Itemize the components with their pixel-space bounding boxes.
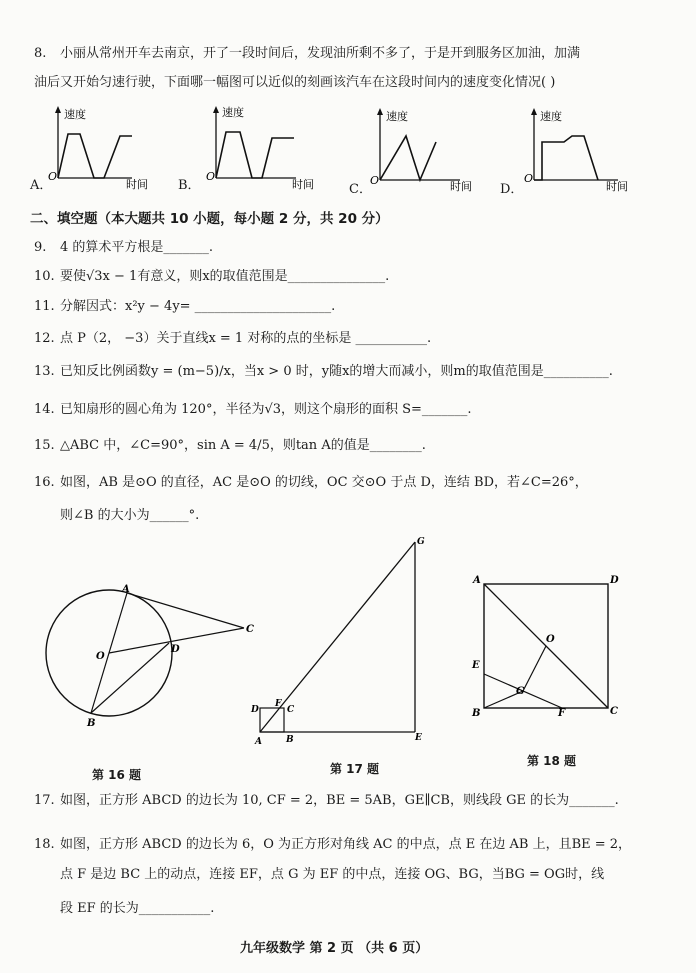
option-a-origin: O	[48, 170, 58, 183]
fig18-label-c: C	[610, 706, 618, 717]
question-row	[60, 507, 199, 525]
option-a-ylabel: 速度	[64, 108, 86, 121]
fig18-label-d: D	[610, 575, 619, 586]
question-row	[34, 239, 213, 257]
question-text: △ABC 中，∠C=90°，sin A = 4/5，则tan A的值是________.	[60, 438, 426, 453]
question-text: 点 F 是边 BC 上的动点，连接 EF，点 G 为 EF 的中点，连接 OG、BG，当BG = OG时，线	[60, 867, 605, 882]
question-text: 分解因式：x²y − 4y= _____________________.	[60, 299, 336, 314]
question-row	[34, 474, 588, 492]
option-c-letter: C．	[349, 182, 372, 197]
option-d-xlabel: 时间	[606, 180, 628, 192]
fig17-label-b: B	[286, 735, 294, 745]
question-text: 点 P（2， −3）关于直线x = 1 对称的点的坐标是 ___________.	[60, 331, 432, 346]
option-a-letter: A．	[30, 178, 53, 193]
option-c-graph	[366, 106, 491, 192]
option-a-graph	[44, 104, 164, 190]
fig18-label-o: O	[546, 634, 555, 645]
question-number: 17.	[34, 793, 55, 808]
question-row	[60, 866, 604, 884]
fig17-label-e: E	[415, 733, 422, 743]
fig16-label-d: D	[171, 644, 180, 655]
question-row	[34, 363, 613, 381]
page-footer: 九年级数学 第 2 页 （共 6 页）	[240, 941, 429, 956]
figure-16-caption: 第 16 题	[92, 768, 142, 782]
question-number: 9.	[34, 240, 47, 255]
option-b-xlabel: 时间	[292, 178, 314, 190]
q8-line2: 油后又开始匀速行驶，下面哪一幅图可以近似的刻画该汽车在这段时间内的速度变化情况( )	[34, 75, 556, 90]
question-row	[60, 900, 214, 918]
question-row	[34, 792, 619, 810]
fig16-label-o: O	[96, 651, 105, 662]
figure-18-caption: 第 18 题	[527, 754, 577, 768]
figure-16	[36, 580, 266, 730]
question-number: 10.	[34, 269, 55, 284]
question-row	[34, 437, 426, 455]
section2-title: 二、填空题（本大题共 10 小题，每小题 2 分，共 20 分）	[30, 211, 389, 227]
option-c-ylabel: 速度	[386, 110, 408, 123]
figure-17-caption: 第 17 题	[330, 762, 380, 776]
question-number: 16.	[34, 475, 55, 490]
option-a-xlabel: 时间	[126, 178, 148, 190]
question-text: 如图，正方形 ABCD 的边长为 6，O 为正方形对角线 AC 的中点，点 E 在边 AB 上，且BE = 2，	[60, 837, 632, 852]
option-d-ylabel: 速度	[540, 110, 562, 123]
option-b-graph	[200, 104, 325, 190]
fig17-label-d: D	[251, 705, 259, 715]
fig16-label-c: C	[246, 624, 254, 635]
figure-18	[468, 568, 628, 718]
question-text: 则∠B 的大小为______°.	[60, 508, 200, 523]
fig17-label-g: G	[417, 537, 425, 547]
question-text: 已知反比例函数y = (m−5)/x，当x > 0 时，y随x的增大而减小，则m的取值范围是__________.	[60, 364, 613, 379]
question-text: 要使√3x − 1有意义，则x的取值范围是_______________.	[60, 269, 390, 284]
q8-number: 8.	[34, 46, 47, 61]
fig17-label-c: C	[287, 705, 295, 715]
question-row	[34, 268, 389, 286]
figure-17	[250, 532, 430, 747]
question-text: 4 的算术平方根是_______.	[60, 240, 214, 255]
question-row	[34, 401, 472, 419]
fig18-label-a: A	[473, 575, 481, 586]
fig18-label-b: B	[472, 708, 481, 718]
option-c-xlabel: 时间	[450, 180, 472, 192]
fig16-label-a: A	[122, 584, 130, 595]
option-b-ylabel: 速度	[222, 106, 244, 119]
option-d-letter: D．	[500, 182, 524, 197]
question-number: 14.	[34, 402, 55, 417]
question-row	[34, 298, 335, 316]
fig18-label-f: F	[558, 708, 566, 718]
fig18-label-e: E	[472, 660, 480, 671]
question-text: 已知扇形的圆心角为 120°，半径为√3，则这个扇形的面积 S=_______.	[60, 402, 472, 417]
question-number: 15.	[34, 438, 55, 453]
question-number: 12.	[34, 331, 55, 346]
option-b-origin: O	[206, 170, 216, 183]
option-c-origin: O	[370, 174, 380, 187]
fig16-label-b: B	[87, 718, 96, 729]
fig18-label-g: G	[516, 686, 525, 697]
question-row	[34, 836, 631, 854]
q8-line1	[34, 45, 580, 63]
option-d-graph	[518, 106, 643, 192]
question-text: 如图，正方形 ABCD 的边长为 10, CF = 2，BE = 5AB，GE∥CB，则线段 GE 的长为_______.	[60, 793, 619, 808]
q8-text: 小丽从常州开车去南京，开了一段时间后，发现油所剩不多了，于是开到服务区加油，加满	[60, 46, 581, 61]
fig17-label-a: A	[255, 737, 262, 747]
question-number: 18.	[34, 837, 55, 852]
question-number: 11.	[34, 299, 55, 314]
option-d-origin: O	[524, 172, 534, 185]
fig17-label-f: F	[275, 699, 282, 709]
question-text: 如图，AB 是⊙O 的直径，AC 是⊙O 的切线，OC 交⊙O 于点 D，连结 BD，若∠C=26°，	[60, 475, 588, 490]
question-row	[34, 330, 431, 348]
question-number: 13.	[34, 364, 55, 379]
option-b-letter: B．	[178, 178, 201, 193]
question-text: 段 EF 的长为___________.	[60, 901, 215, 916]
